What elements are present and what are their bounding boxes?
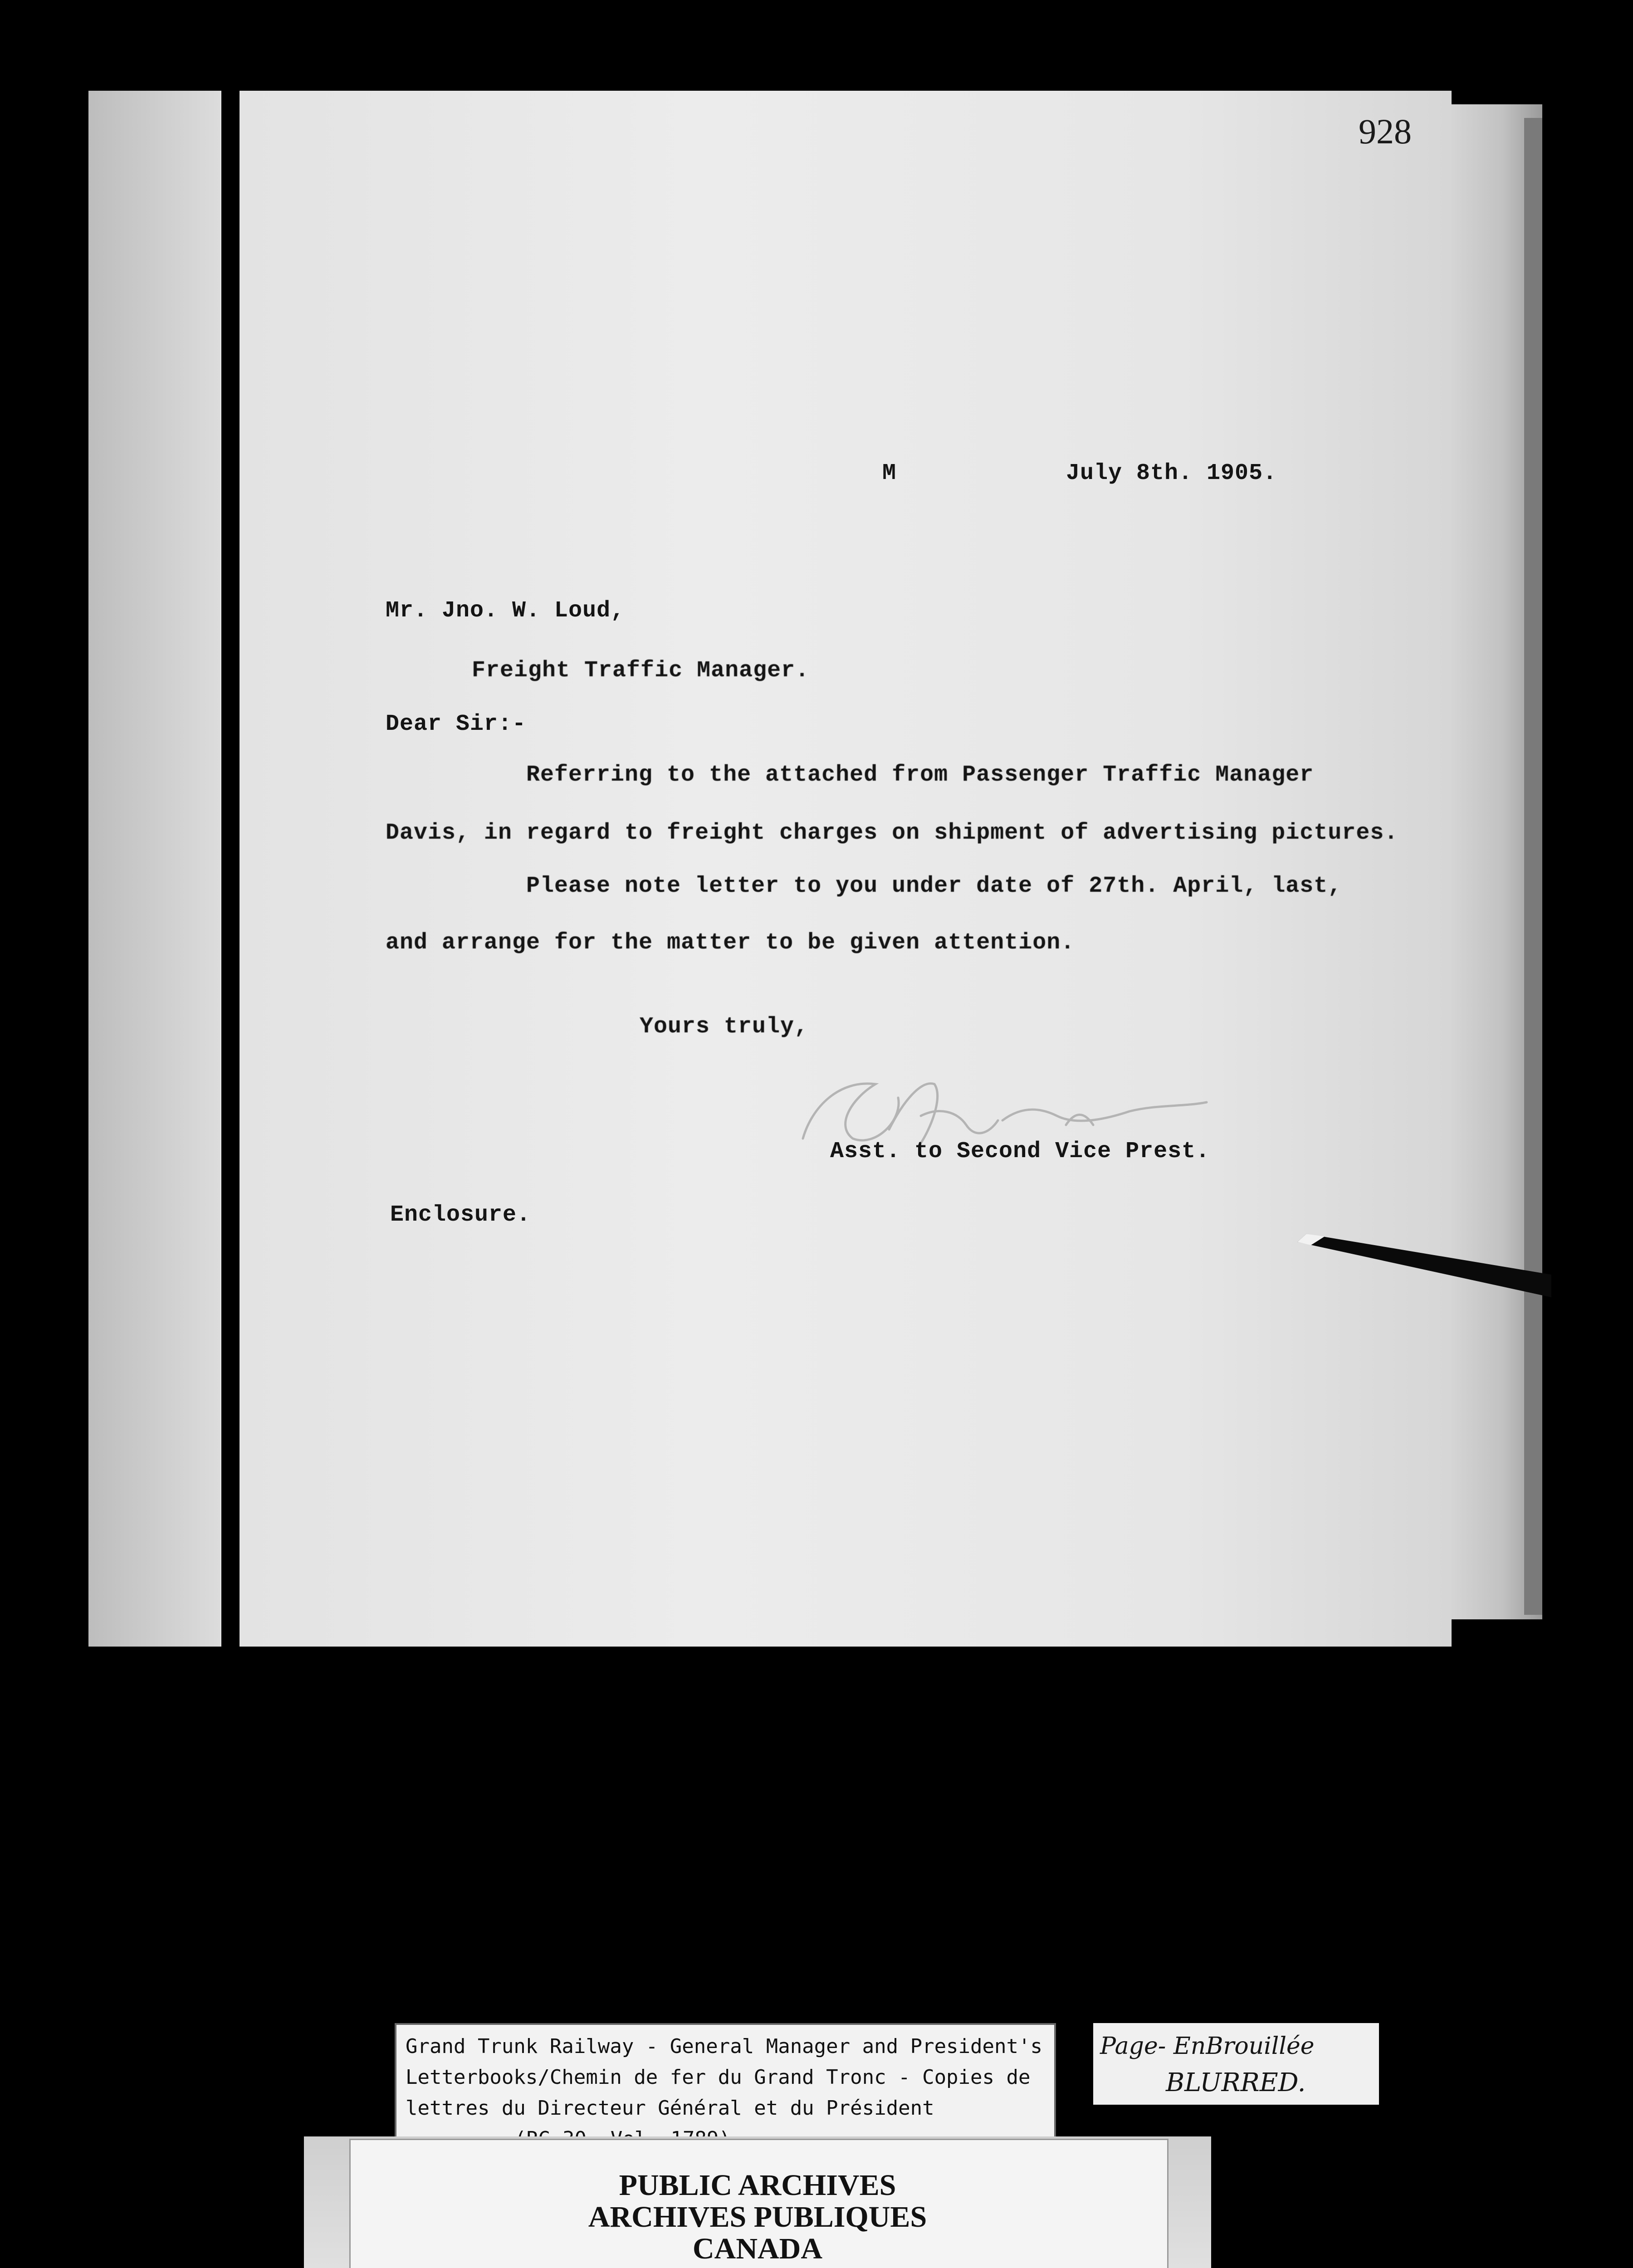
archive-label-line-3: lettres du Directeur Général et du Président (406, 2097, 934, 2120)
pen-pointer (1297, 1220, 1551, 1297)
handwritten-note (1093, 2023, 1379, 2105)
letter-page (88, 91, 1452, 1647)
handwritten-note-line-2: BLURRED. (1166, 2068, 1306, 2097)
body-line-4: and arrange for the matter to be given attention. (386, 930, 1075, 956)
binding-margin (88, 91, 220, 1647)
binding-line (221, 91, 240, 1647)
page-stack-shadow (1524, 118, 1542, 1615)
letter-date: July 8th. 1905. (1066, 460, 1277, 486)
closing: Yours truly, (640, 1014, 809, 1040)
enclosure-note: Enclosure. (390, 1202, 531, 1228)
signer-title: Asst. to Second Vice Prest. (830, 1139, 1210, 1164)
body-line-2: Davis, in regard to freight charges on shipment of advertising pictures. (386, 820, 1398, 846)
page-number: 928 (1359, 112, 1412, 151)
recipient-name: Mr. Jno. W. Loud, (386, 598, 625, 624)
reference-mark: M (882, 460, 897, 486)
archives-stamp-line-2: ARCHIVES PUBLIQUES (588, 2200, 927, 2234)
archive-label-line-1: Grand Trunk Railway - General Manager and President's (406, 2035, 1042, 2058)
recipient-title: Freight Traffic Manager. (472, 658, 810, 684)
body-line-3: Please note letter to you under date of 27th. April, last, (526, 873, 1342, 899)
salutation: Dear Sir:- (386, 711, 527, 737)
archives-stamp-line-1: PUBLIC ARCHIVES (619, 2169, 896, 2202)
archive-label-line-2: Letterbooks/Chemin de fer du Grand Tronc - Copies de (406, 2066, 1031, 2089)
body-line-1: Referring to the attached from Passenger Traffic Manager (526, 762, 1314, 788)
archives-stamp-line-3: CANADA (693, 2232, 822, 2265)
handwritten-note-line-1: Page- EnBrouillée (1100, 2033, 1315, 2060)
